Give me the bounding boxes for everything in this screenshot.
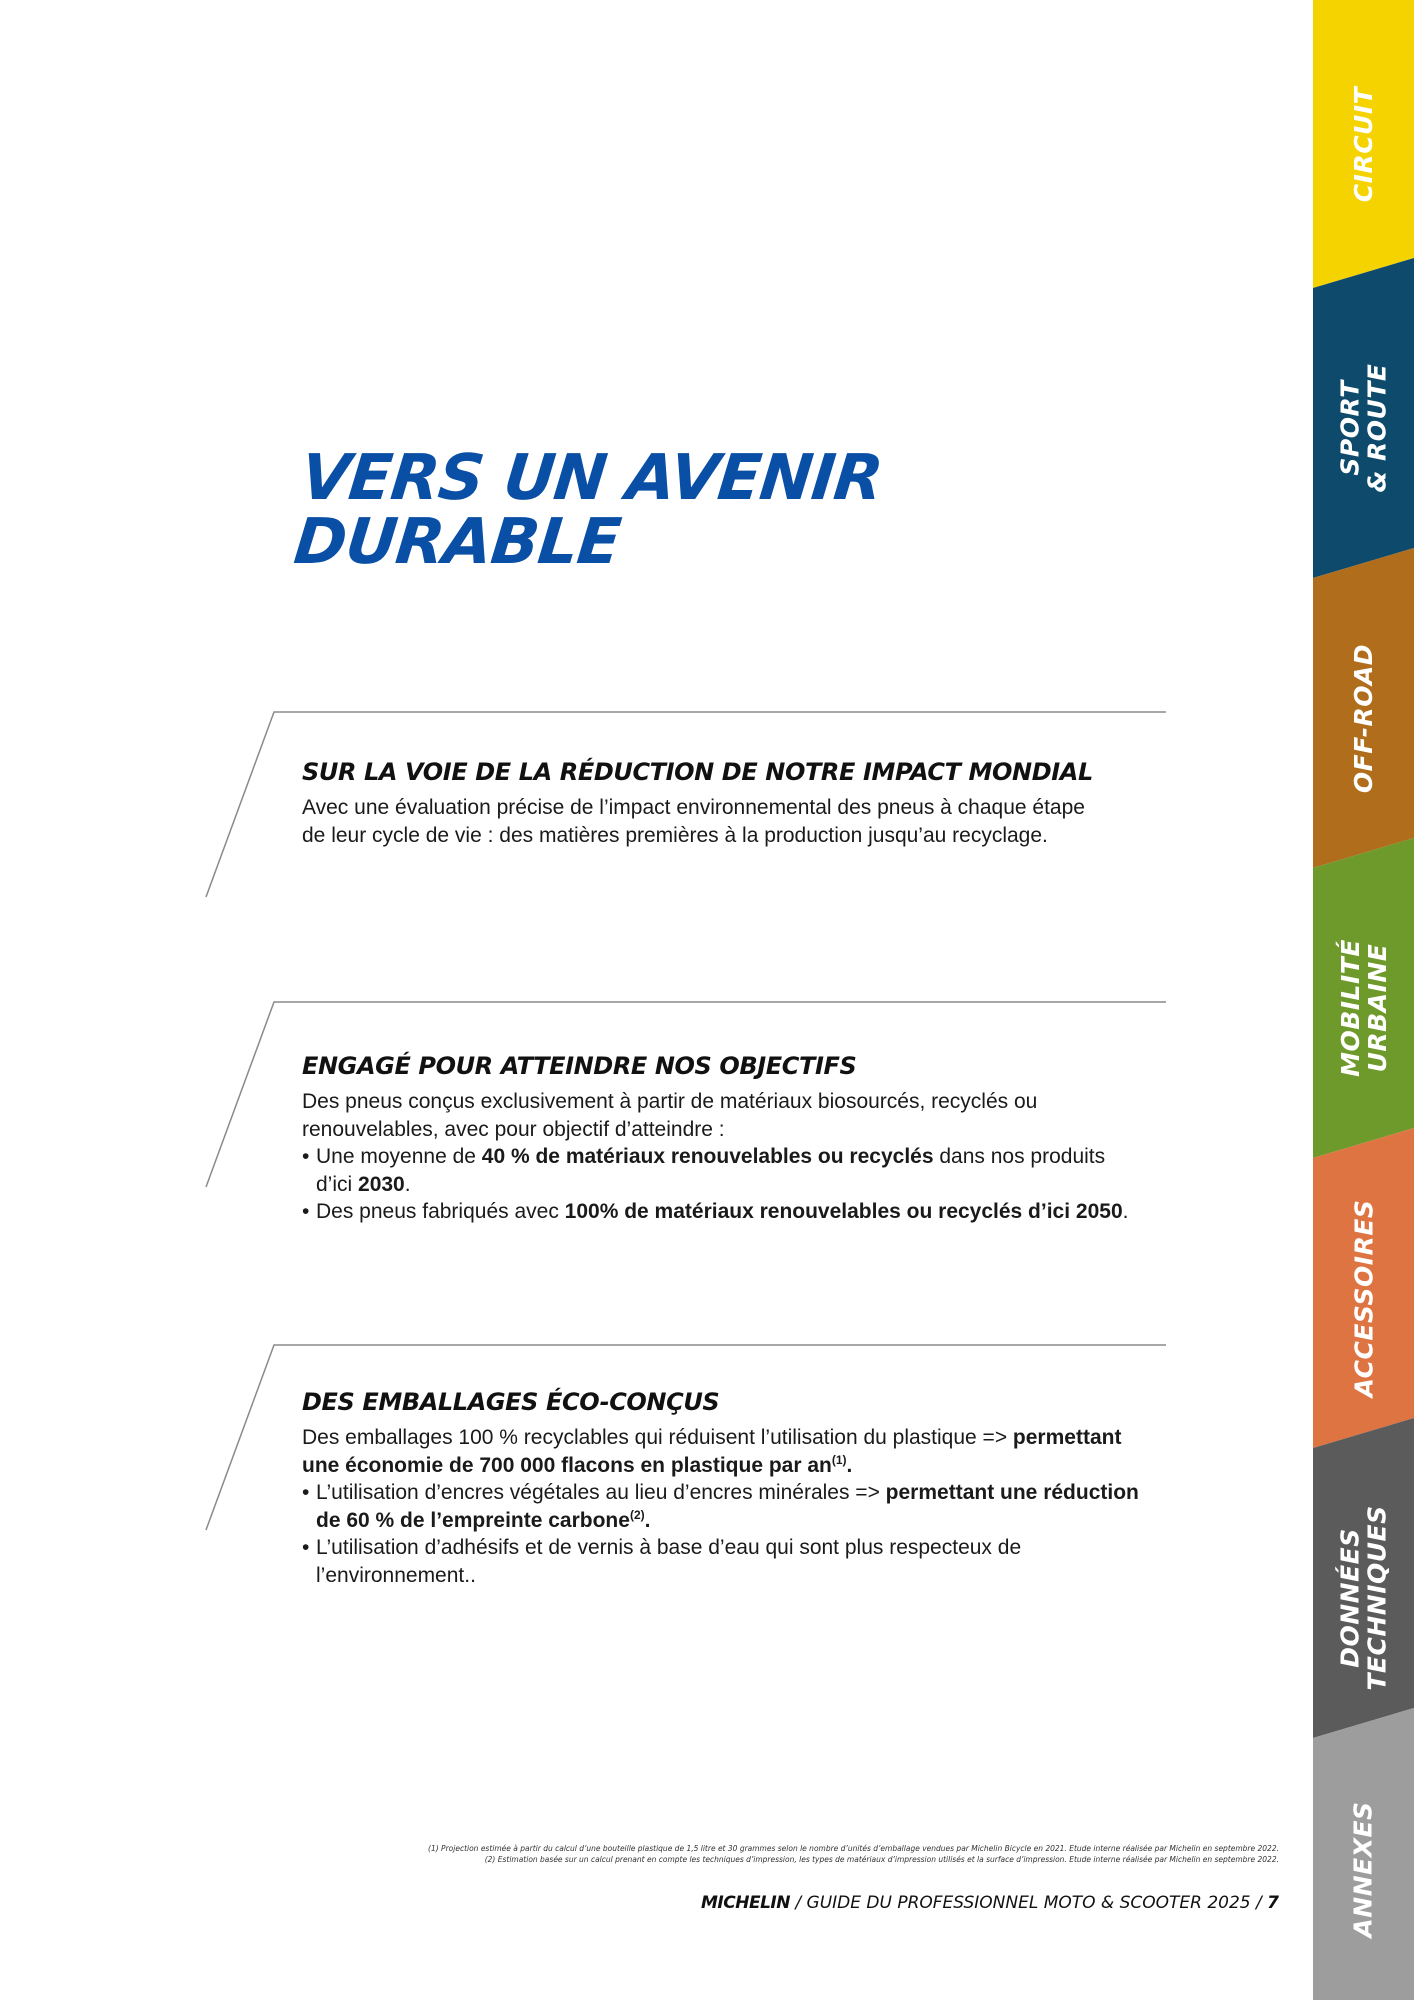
page-number: 7	[1267, 1893, 1279, 1913]
list-item: • L’utilisation d’encres végétales au lieu d’encres minérales => permettant une réduction de 60 % de l’empreinte carbone$^{(2)}$.	[302, 1479, 1202, 1534]
page-title	[290, 441, 886, 578]
section-impact	[302, 758, 1202, 849]
page-footer	[701, 1893, 1279, 1913]
page-title-line-2: DURABLE	[290, 505, 624, 578]
tab-circuit[interactable]: CIRCUIT	[1349, 86, 1378, 202]
section-objectives-intro: Des pneus conçus exclusivement à partir de matériaux biosourcés, recyclés ou renouvelables, avec pour objectif d’atteindre :	[302, 1090, 1038, 1141]
list-item: • L’utilisation d’adhésifs et de vernis à base d’eau qui sont plus respecteux de l’environnement..	[302, 1534, 1202, 1589]
section-packaging-intro: Des emballages 100 % recyclables qui réduisent l’utilisation du plastique => permettant une économie de 700 000 flacons en plastique par $an^{(1)}$.	[302, 1426, 1122, 1477]
section-objectives-heading: ENGAGÉ POUR ATTEINDRE NOS OBJECTIFS	[302, 1052, 857, 1080]
objectives-list	[302, 1143, 1202, 1226]
list-item: • Une moyenne de 40 % de matériaux renouvelables ou recyclés dans nos produits d’ici 2030.	[302, 1143, 1202, 1198]
tab-annexes[interactable]: ANNEXES	[1349, 1800, 1379, 1938]
footnote-ref-1: (1)	[831, 1452, 847, 1467]
tab-accessoires[interactable]: ACCESSOIRES	[1349, 1199, 1379, 1397]
section-packaging	[302, 1388, 1202, 1589]
tab-donnees-techniques[interactable]: DONNÉES TECHNIQUES	[1335, 1505, 1392, 1691]
section-impact-heading: SUR LA VOIE DE LA RÉDUCTION DE NOTRE IMPACT MONDIAL	[302, 758, 1093, 786]
tab-mobilite-urbaine[interactable]: MOBILITÉ URBAINE	[1335, 939, 1392, 1077]
section-packaging-heading: DES EMBALLAGES ÉCO-CONÇUS	[302, 1388, 720, 1416]
section-impact-body: Avec une évaluation précise de l’impact environnemental des pneus à chaque étape de leur cycle de vie : des matières premières à la production jusqu’au recyclage.	[302, 796, 1085, 847]
footnote-1: (1) Projection estimée à partir du calcul d’une bouteille plastique de 1,5 litre et 30 grammes selon le nombre d’unités d’emballage vendues par Michelin Bicycle en 2021. Etude interne réalisée par Michelin en septembre 2022.	[428, 1844, 1279, 1853]
footer-separator: /	[1256, 1893, 1262, 1913]
page-title-line-1: VERS UN AVENIR	[297, 441, 886, 514]
footnote-ref-2: (2)	[629, 1507, 645, 1522]
guide-title: GUIDE DU PROFESSIONNEL MOTO & SCOOTER 2025	[806, 1893, 1251, 1913]
tab-sport-route[interactable]: SPORT & ROUTE	[1335, 363, 1392, 493]
footnotes	[428, 1844, 1279, 1865]
footer-separator: /	[795, 1893, 802, 1913]
list-item: • Des pneus fabriqués avec 100% de matériaux renouvelables ou recyclés d’ici 2050.	[302, 1198, 1202, 1226]
section-objectives	[302, 1052, 1202, 1226]
footnote-2: (2) Estimation basée sur un calcul prenant en compte les techniques d’impression, les types de matériaux d’impression utilisés et la surface d’impression. Etude interne réalisée par Michelin en septembre 2022.	[484, 1854, 1279, 1864]
packaging-list	[302, 1479, 1202, 1589]
tab-off-road[interactable]: OFF-ROAD	[1349, 643, 1378, 793]
section-tabs	[1313, 0, 1414, 2000]
brand-name: MICHELIN	[701, 1893, 790, 1913]
